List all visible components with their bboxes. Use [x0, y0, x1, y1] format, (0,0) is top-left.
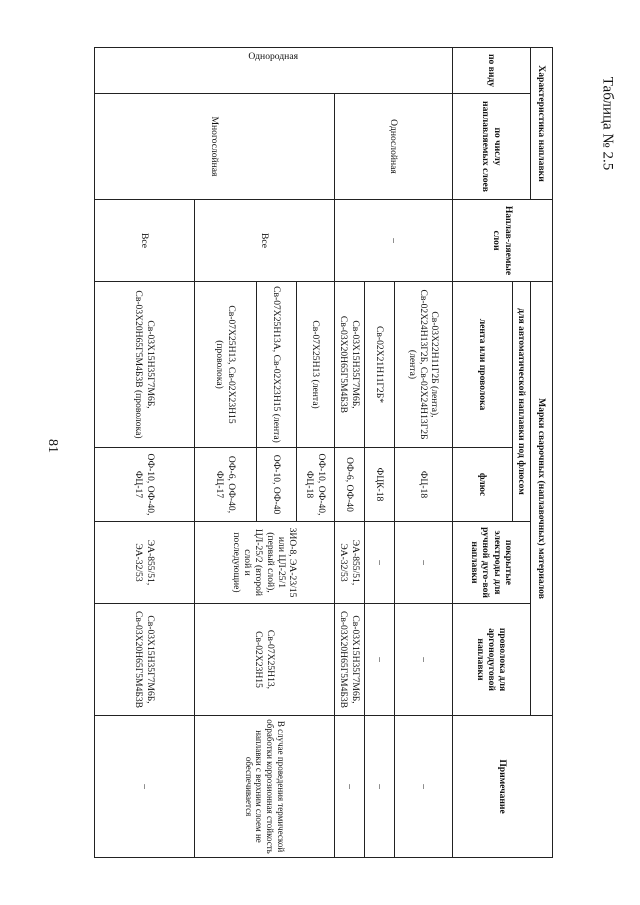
table-container: [95, 47, 553, 857]
note-cell: –: [95, 716, 195, 858]
header-auto-flux: для автоматической наплавки под флюсом: [513, 282, 531, 522]
flux-cell: ОФ-10, ОФ-40, ФЦ-18: [297, 448, 335, 522]
electrodes-cell: ЭА-855/51, ЭА-32/53: [335, 522, 365, 604]
table-title: Таблица № 2.5: [599, 76, 616, 171]
tape-cell: Св-03Х15Н35Г7М6Б, Св-03Х20Н65Г5М4Б3В: [335, 282, 365, 448]
header-by-layers: по числу наплавляемых слоев: [453, 94, 531, 200]
flux-cell: ОФ-10, ОФ-40: [257, 448, 297, 522]
electrodes-cell: –: [395, 522, 453, 604]
deposited-layers-cell: Все: [95, 200, 195, 282]
layers-count-cell: Однослойная: [335, 94, 453, 200]
page-number: 81: [45, 439, 60, 453]
flux-cell: ОФ-6, ОФ-40, ФЦ-17: [195, 448, 257, 522]
deposited-layers-cell: Все: [195, 200, 335, 282]
argon-cell: –: [395, 604, 453, 716]
flux-cell: ОФ-10, ОФ-40, ФЦ-17: [95, 448, 195, 522]
argon-cell: Св-07Х25Н13, Св-02Х23Н15: [195, 604, 335, 716]
header-deposited-layers: Наплав-ляемые слои: [453, 200, 553, 282]
note-cell: В случае проведения термической обработки коррозионная стойкость наплавки с верхним слоем не обеспечивается: [195, 716, 335, 858]
flux-cell: ОФ-6, ОФ-40: [335, 448, 365, 522]
header-flux: флюс: [453, 448, 513, 522]
tape-cell: Св-03Х22Н11Г2Б (лента), Св-02Х24Н13Г2Б, Св-02Х24Н13Г2Б (лента): [395, 282, 453, 448]
note-cell: –: [365, 716, 395, 858]
header-materials: Марки сварочных (наплавочных) материалов: [531, 282, 553, 716]
header-by-type: по виду: [453, 48, 531, 94]
flux-cell: ФЦ-18: [395, 448, 453, 522]
electrodes-cell: ЭА-855/51, ЭА-32/53: [95, 522, 195, 604]
deposited-layers-cell: –: [335, 200, 453, 282]
tape-cell: Св-03Х15Н35Г7М6Б, Св-03Х20Н65Г5М4Б3В (проволока): [95, 282, 195, 448]
electrodes-cell: –: [365, 522, 395, 604]
header-note: Примечание: [453, 716, 553, 858]
note-cell: –: [335, 716, 365, 858]
header-tape-wire: лента или проволока: [453, 282, 513, 448]
table-row: [395, 48, 453, 858]
welding-materials-table: [94, 47, 553, 858]
header-argon-wire: проволока для аргонодуговой наплавки: [453, 604, 531, 716]
layers-count-cell: Многослойная: [95, 94, 335, 200]
tape-cell: Св-07Х25Н13 (лента): [297, 282, 335, 448]
header-electrodes: покрытые электроды для ручной дуго-вой наплавки: [453, 522, 531, 604]
tape-cell: Св-07Х25Н13, Св-02Х23Н15 (проволока): [195, 282, 257, 448]
argon-cell: –: [365, 604, 395, 716]
note-cell: –: [395, 716, 453, 858]
tape-cell: Св-02Х21Н11Г2Б*: [365, 282, 395, 448]
type-value: Однородная: [248, 51, 299, 62]
electrodes-cell: ЗИО-8, ЭА-23/15 или ЦЛ-25/1 (первый слой), ЦЛ-25/2 (второй слой и последующие): [195, 522, 335, 604]
table-row: [297, 48, 335, 858]
argon-cell: Св-03Х15Н35Г7М6Б, Св-03Х20Н65Г5М4Б3В: [335, 604, 365, 716]
table-title-box: [592, 70, 622, 190]
header-characteristic: Характеристика наплавки: [531, 48, 553, 200]
argon-cell: Св-03Х15Н35Г7М6Б, Св-03Х20Н65Г5М4Б3В: [95, 604, 195, 716]
type-cell: [95, 48, 453, 94]
tape-cell: Св-07Х25Н13А, Св-02Х23Н15 (лента): [257, 282, 297, 448]
flux-cell: ФЦК-18: [365, 448, 395, 522]
